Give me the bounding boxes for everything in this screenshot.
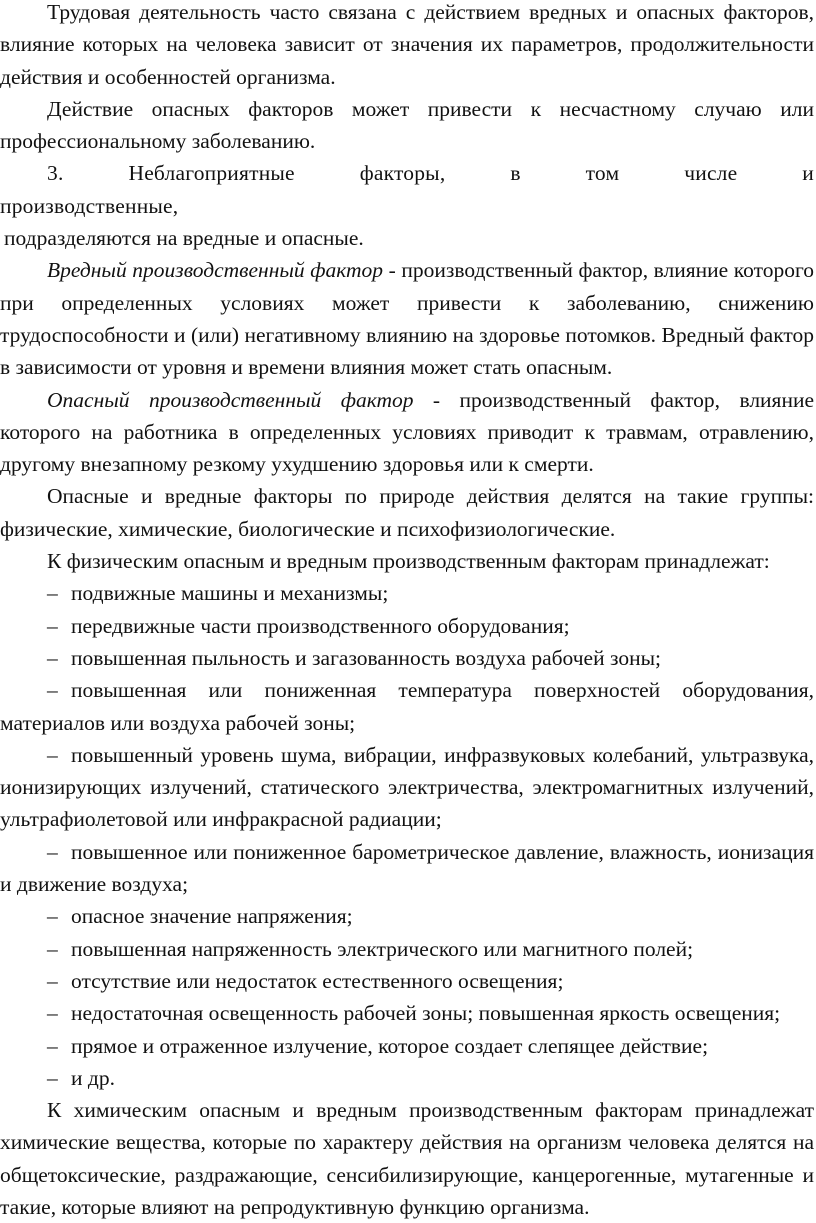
paragraph-factor-groups: Опасные и вредные факторы по природе действия делятся на такие группы: физические, химические, биологические и психофизиологические. xyxy=(0,484,814,541)
paragraph-chemical-factors: К химическим опасным и вредным производственным факторам принадлежат химические вещества, которые по характеру действия на организм человека делятся на общетоксические, раздражающие, сенсибилизирующие, канцерогенные, мутагенные и такие, которые влияют на репродуктивную функцию организма. xyxy=(0,1098,814,1219)
dash-bullet: – xyxy=(47,1065,58,1090)
dash-bullet: – xyxy=(47,613,58,638)
list-item xyxy=(0,836,814,901)
list-item-text: повышенная напряженность электрического или магнитного полей; xyxy=(71,936,694,961)
list-item xyxy=(0,1030,814,1062)
list-item-text: повышенное или пониженное барометрическое давление, влажность, ионизация и движение воздуха; xyxy=(0,839,814,897)
physical-factors-list xyxy=(0,577,814,1094)
term-dangerous-factor: Опасный производственный фактор xyxy=(47,387,414,412)
list-item xyxy=(0,739,814,836)
list-item-text: недостаточная освещенность рабочей зоны; повышенная яркость освещения; xyxy=(71,1001,781,1026)
list-item xyxy=(0,965,814,997)
definition-dangerous-factor: - производственный фактор, влияние которого на работника в определенных условиях приводит к травмам, отравлению, другому внезапному резкому ухудшению здоровья или к смерти. xyxy=(0,387,814,477)
definition-harmful-factor: - производственный фактор, влияние которого при определенных условиях может привести к заболеванию, снижению трудоспособности и (или) негативному влиянию на здоровье потомков. Вредный фактор в зависимости от уровня и времени влияния может стать опасным. xyxy=(0,258,814,380)
list-item xyxy=(0,933,814,965)
paragraph-dangerous-factor xyxy=(0,384,814,481)
list-item-text: и др. xyxy=(71,1065,115,1090)
paragraph-section-3-line2: подразделяются на вредные и опасные. xyxy=(4,226,364,251)
paragraph-intro: Трудовая деятельность часто связана с действием вредных и опасных факторов, влияние которых на человека зависит от значения их параметров, продолжительности действия и особенностей организма. xyxy=(0,0,814,89)
list-item xyxy=(0,577,814,609)
list-item xyxy=(0,610,814,642)
list-item-text: повышенный уровень шума, вибрации, инфразвуковых колебаний, ультразвука, ионизирующих излучений, статического электричества, электромагнитных излучений, ультрафиолетовой или инфракрасной радиации; xyxy=(0,742,814,832)
list-item xyxy=(0,674,814,739)
dash-bullet: – xyxy=(47,1033,58,1058)
dash-bullet: – xyxy=(47,742,58,767)
dash-bullet: – xyxy=(47,904,58,929)
dash-bullet: – xyxy=(47,1001,58,1026)
list-item-text: отсутствие или недостаток естественного освещения; xyxy=(71,968,564,993)
paragraph-harmful-factor xyxy=(0,254,814,383)
dash-bullet: – xyxy=(47,839,58,864)
list-item-text: повышенная пыльность и загазованность воздуха рабочей зоны; xyxy=(71,645,662,670)
dash-bullet: – xyxy=(47,936,58,961)
list-item xyxy=(0,1062,814,1094)
dash-bullet: – xyxy=(47,678,58,703)
dash-bullet: – xyxy=(47,581,58,606)
term-harmful-factor: Вредный производственный фактор xyxy=(47,258,384,283)
list-item-text: передвижные части производственного оборудования; xyxy=(71,613,570,638)
dash-bullet: – xyxy=(47,968,58,993)
list-item-text: повышенная или пониженная температура поверхностей оборудования, материалов или воздуха рабочей зоны; xyxy=(0,678,814,735)
dash-bullet: – xyxy=(47,645,58,670)
paragraph-danger-effect: Действие опасных факторов может привести к несчастному случаю или профессиональному заболеванию. xyxy=(0,96,814,154)
paragraph-section-3-line1: 3. Неблагоприятные факторы, в том числе и производственные, xyxy=(0,161,814,218)
list-item xyxy=(0,900,814,932)
list-item xyxy=(0,642,814,674)
list-item-text: прямое и отраженное излучение, которое создает слепящее действие; xyxy=(71,1033,709,1058)
list-item-text: подвижные машины и механизмы; xyxy=(71,581,389,606)
list-item-text: опасное значение напряжения; xyxy=(71,904,353,929)
list-item xyxy=(0,997,814,1029)
paragraph-physical-factors-intro: К физическим опасным и вредным производственным факторам принадлежат: xyxy=(47,549,770,574)
